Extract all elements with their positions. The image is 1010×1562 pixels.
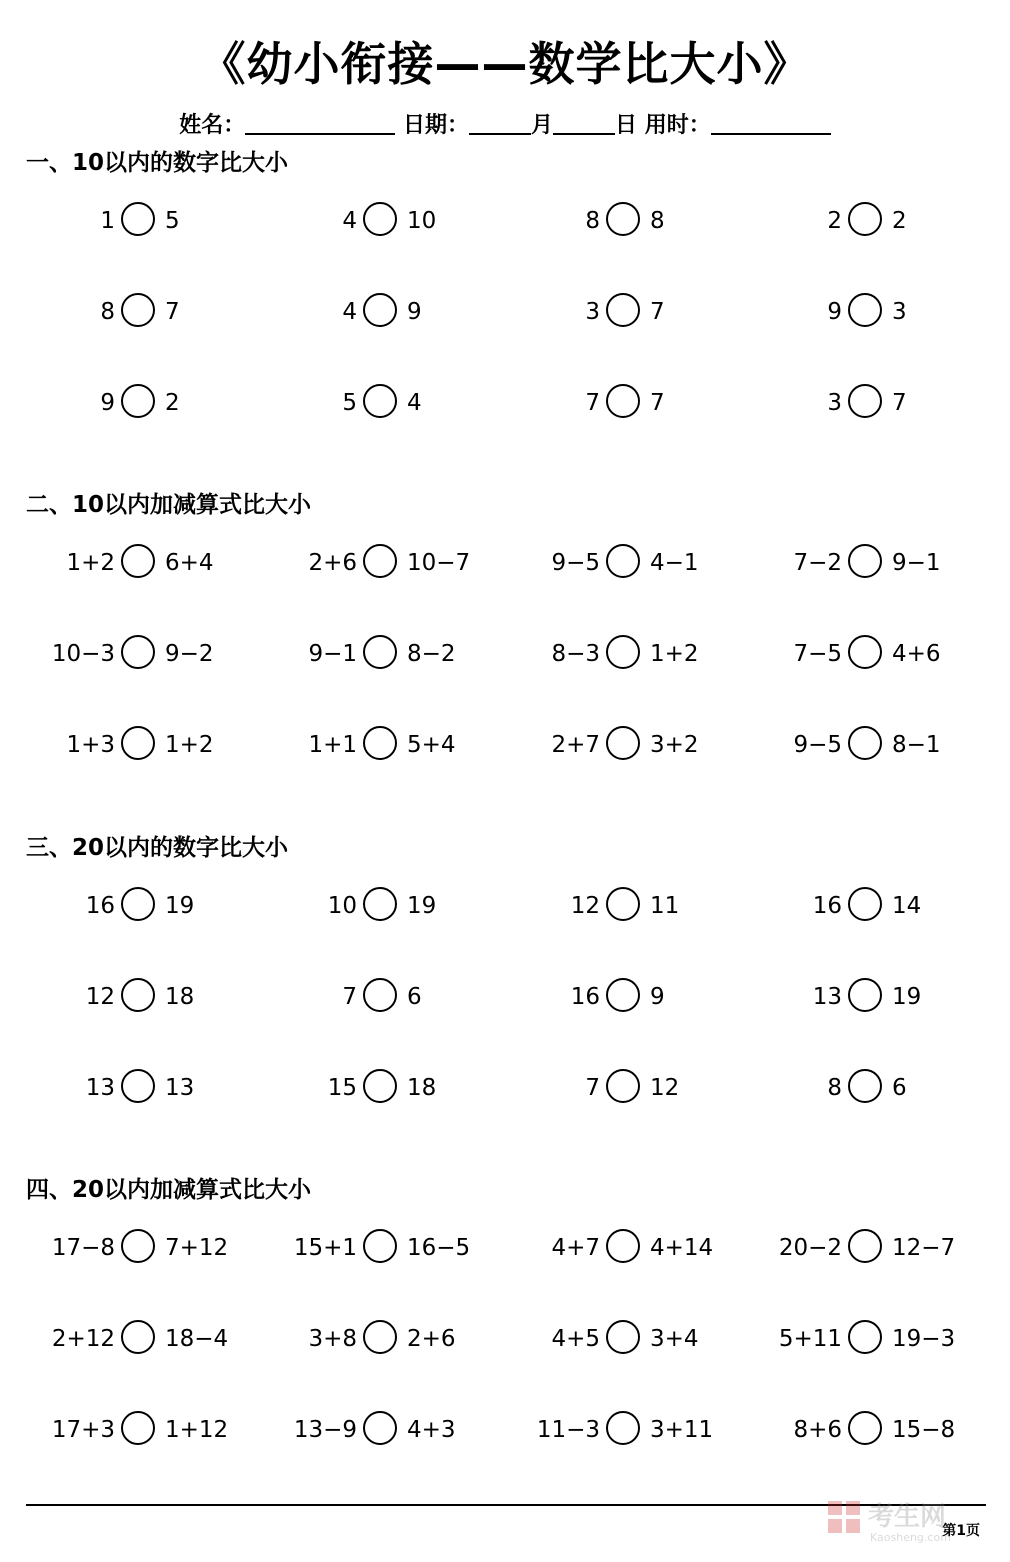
answer-circle[interactable] [363, 1069, 397, 1103]
answer-circle[interactable] [848, 978, 882, 1012]
right-expression: 4+6 [892, 641, 941, 667]
right-expression: 1+2 [650, 641, 699, 667]
right-expression: 9 [650, 984, 665, 1010]
answer-circle[interactable] [121, 1411, 155, 1445]
answer-circle[interactable] [121, 1229, 155, 1263]
right-expression: 2+6 [407, 1326, 456, 1352]
right-expression: 4+3 [407, 1417, 456, 1443]
answer-circle[interactable] [363, 635, 397, 669]
answer-circle[interactable] [363, 1229, 397, 1263]
problem-row [0, 543, 1010, 583]
watermark-name: 考生网 [868, 1502, 947, 1532]
right-expression: 18 [165, 984, 195, 1010]
right-expression: 8−1 [892, 732, 941, 758]
answer-circle[interactable] [848, 726, 882, 760]
answer-circle[interactable] [606, 293, 640, 327]
right-expression: 11 [650, 893, 680, 919]
left-expression: 8 [827, 1075, 842, 1101]
left-expression: 7 [585, 1075, 600, 1101]
answer-circle[interactable] [121, 384, 155, 418]
right-expression: 4+14 [650, 1235, 714, 1261]
left-expression: 2+7 [551, 732, 600, 758]
right-expression: 3+2 [650, 732, 699, 758]
right-expression: 5 [165, 208, 180, 234]
answer-circle[interactable] [848, 202, 882, 236]
answer-circle[interactable] [848, 544, 882, 578]
problem-row [0, 292, 1010, 332]
answer-circle[interactable] [848, 635, 882, 669]
time-blank[interactable] [711, 115, 831, 135]
problem-row [0, 1410, 1010, 1450]
right-expression: 1+12 [165, 1417, 229, 1443]
left-expression: 16 [812, 893, 842, 919]
answer-circle[interactable] [121, 544, 155, 578]
right-expression: 8 [650, 208, 665, 234]
answer-circle[interactable] [606, 726, 640, 760]
left-expression: 8 [585, 208, 600, 234]
answer-circle[interactable] [848, 1411, 882, 1445]
answer-circle[interactable] [606, 635, 640, 669]
right-expression: 10 [407, 208, 437, 234]
right-expression: 2 [165, 390, 180, 416]
left-expression: 7−5 [793, 641, 842, 667]
answer-circle[interactable] [363, 544, 397, 578]
left-expression: 8 [100, 299, 115, 325]
info-line [0, 108, 1010, 139]
right-expression: 14 [892, 893, 922, 919]
day-blank[interactable] [553, 115, 615, 135]
right-expression: 3+11 [650, 1417, 714, 1443]
right-expression: 9−2 [165, 641, 214, 667]
right-expression: 18−4 [165, 1326, 229, 1352]
right-expression: 13 [165, 1075, 195, 1101]
page-number: 第1页 [942, 1523, 980, 1539]
left-expression: 2 [827, 208, 842, 234]
answer-circle[interactable] [121, 635, 155, 669]
left-expression: 4+7 [551, 1235, 600, 1261]
answer-circle[interactable] [121, 887, 155, 921]
name-blank[interactable] [245, 115, 395, 135]
left-expression: 4 [342, 208, 357, 234]
right-expression: 6+4 [165, 550, 214, 576]
answer-circle[interactable] [363, 978, 397, 1012]
left-expression: 15 [327, 1075, 357, 1101]
right-expression: 4−1 [650, 550, 699, 576]
page-title: 《幼小衔接——数学比大小》 [199, 37, 811, 91]
answer-circle[interactable] [848, 293, 882, 327]
problem-row [0, 1319, 1010, 1359]
answer-circle[interactable] [606, 887, 640, 921]
problem-row [0, 725, 1010, 765]
left-expression: 9−5 [793, 732, 842, 758]
problem-row [0, 201, 1010, 241]
right-expression: 9−1 [892, 550, 941, 576]
problem-row [0, 1068, 1010, 1108]
right-expression: 7 [165, 299, 180, 325]
answer-circle[interactable] [121, 978, 155, 1012]
answer-circle[interactable] [363, 1320, 397, 1354]
answer-circle[interactable] [606, 1320, 640, 1354]
logo-mark-icon [828, 1501, 860, 1533]
right-expression: 3 [892, 299, 907, 325]
right-expression: 19 [407, 893, 437, 919]
right-expression: 15−8 [892, 1417, 956, 1443]
section-title: 二、10以内加减算式比大小 [26, 492, 312, 518]
problem-row [0, 977, 1010, 1017]
right-expression: 18 [407, 1075, 437, 1101]
left-expression: 5+11 [778, 1326, 842, 1352]
left-expression: 9−5 [551, 550, 600, 576]
answer-circle[interactable] [606, 384, 640, 418]
left-expression: 10−3 [51, 641, 115, 667]
answer-circle[interactable] [121, 726, 155, 760]
answer-circle[interactable] [606, 1229, 640, 1263]
watermark-domain: Kaosheng.com [870, 1531, 951, 1544]
left-expression: 8−3 [551, 641, 600, 667]
right-expression: 16−5 [407, 1235, 471, 1261]
right-expression: 5+4 [407, 732, 456, 758]
left-expression: 16 [85, 893, 115, 919]
left-expression: 7−2 [793, 550, 842, 576]
left-expression: 10 [327, 893, 357, 919]
answer-circle[interactable] [121, 1320, 155, 1354]
left-expression: 9 [827, 299, 842, 325]
month-blank[interactable] [469, 115, 531, 135]
left-expression: 17−8 [51, 1235, 115, 1261]
right-expression: 6 [407, 984, 422, 1010]
section-title: 一、10以内的数字比大小 [26, 150, 289, 176]
answer-circle[interactable] [121, 202, 155, 236]
answer-circle[interactable] [121, 293, 155, 327]
day-label: 日 [615, 113, 638, 138]
month-label: 月 [530, 113, 553, 138]
left-expression: 7 [342, 984, 357, 1010]
time-label: 用时： [644, 113, 711, 138]
left-expression: 2+6 [308, 550, 357, 576]
left-expression: 2+12 [51, 1326, 115, 1352]
left-expression: 15+1 [293, 1235, 357, 1261]
problem-row [0, 1228, 1010, 1268]
answer-circle[interactable] [363, 384, 397, 418]
answer-circle[interactable] [848, 1229, 882, 1263]
right-expression: 19−3 [892, 1326, 956, 1352]
answer-circle[interactable] [363, 1411, 397, 1445]
answer-circle[interactable] [606, 978, 640, 1012]
left-expression: 8+6 [793, 1417, 842, 1443]
answer-circle[interactable] [606, 202, 640, 236]
right-expression: 10−7 [407, 550, 471, 576]
right-expression: 12−7 [892, 1235, 956, 1261]
answer-circle[interactable] [363, 202, 397, 236]
right-expression: 12 [650, 1075, 680, 1101]
right-expression: 1+2 [165, 732, 214, 758]
left-expression: 1+2 [66, 550, 115, 576]
answer-circle[interactable] [848, 1320, 882, 1354]
answer-circle[interactable] [606, 544, 640, 578]
left-expression: 20−2 [778, 1235, 842, 1261]
right-expression: 7 [650, 299, 665, 325]
left-expression: 13 [85, 1075, 115, 1101]
left-expression: 1 [100, 208, 115, 234]
left-expression: 3+8 [308, 1326, 357, 1352]
answer-circle[interactable] [363, 887, 397, 921]
right-expression: 7+12 [165, 1235, 229, 1261]
right-expression: 19 [892, 984, 922, 1010]
left-expression: 13 [812, 984, 842, 1010]
right-expression: 9 [407, 299, 422, 325]
answer-circle[interactable] [848, 887, 882, 921]
right-expression: 4 [407, 390, 422, 416]
right-expression: 8−2 [407, 641, 456, 667]
right-expression: 7 [892, 390, 907, 416]
right-expression: 2 [892, 208, 907, 234]
answer-circle[interactable] [848, 1069, 882, 1103]
answer-circle[interactable] [121, 1069, 155, 1103]
right-expression: 3+4 [650, 1326, 699, 1352]
section-title: 三、20以内的数字比大小 [26, 835, 289, 861]
left-expression: 12 [85, 984, 115, 1010]
date-label: 日期： [402, 113, 469, 138]
problem-row [0, 886, 1010, 926]
left-expression: 3 [827, 390, 842, 416]
left-expression: 7 [585, 390, 600, 416]
right-expression: 6 [892, 1075, 907, 1101]
left-expression: 1+3 [66, 732, 115, 758]
left-expression: 9 [100, 390, 115, 416]
problem-row [0, 634, 1010, 674]
answer-circle[interactable] [363, 726, 397, 760]
left-expression: 4+5 [551, 1326, 600, 1352]
left-expression: 3 [585, 299, 600, 325]
right-expression: 19 [165, 893, 195, 919]
left-expression: 13−9 [293, 1417, 357, 1443]
left-expression: 17+3 [51, 1417, 115, 1443]
answer-circle[interactable] [848, 384, 882, 418]
answer-circle[interactable] [606, 1069, 640, 1103]
problem-row [0, 383, 1010, 423]
left-expression: 11−3 [536, 1417, 600, 1443]
left-expression: 4 [342, 299, 357, 325]
left-expression: 5 [342, 390, 357, 416]
left-expression: 12 [570, 893, 600, 919]
left-expression: 9−1 [308, 641, 357, 667]
answer-circle[interactable] [606, 1411, 640, 1445]
left-expression: 16 [570, 984, 600, 1010]
answer-circle[interactable] [363, 293, 397, 327]
name-label: 姓名： [179, 113, 246, 138]
left-expression: 1+1 [308, 732, 357, 758]
right-expression: 7 [650, 390, 665, 416]
section-title: 四、20以内加减算式比大小 [26, 1177, 312, 1203]
